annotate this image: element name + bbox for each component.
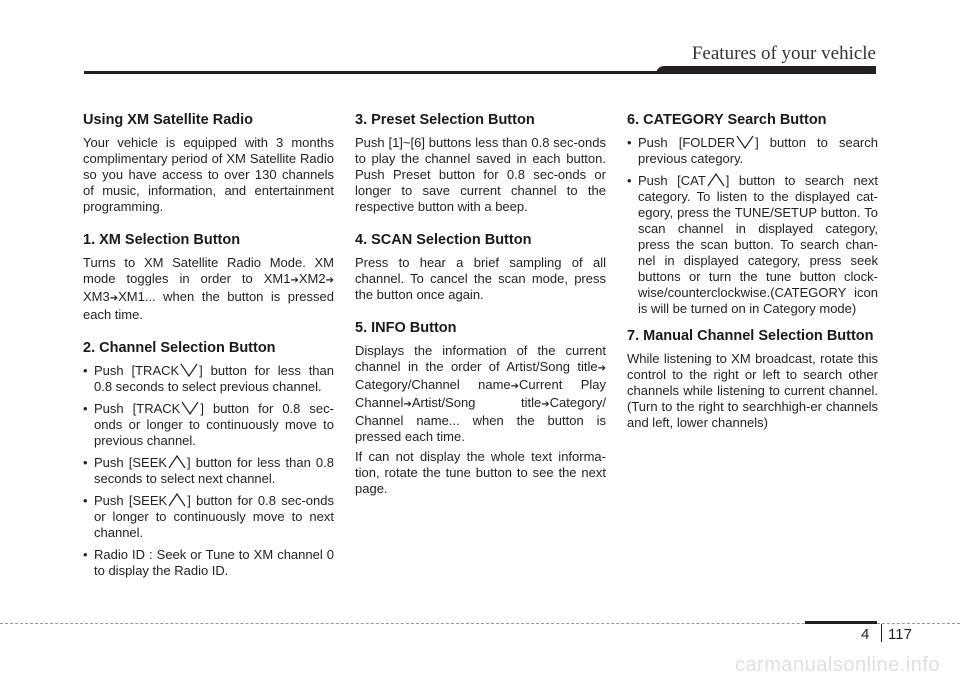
section-title: 2. Channel Selection Button	[83, 340, 276, 356]
chevron-down-icon	[736, 135, 754, 149]
chevron-down-icon	[181, 401, 199, 415]
preset-paragraph: Push [1]~[6] buttons less than 0.8 sec-onds to play the channel saved in each button. Push Preset button for 0.8 sec-onds or longer to save current channel to the respective button with a beep.	[355, 135, 606, 214]
chevron-up-icon	[168, 493, 186, 507]
section-title: 1. XM Selection Button	[83, 232, 241, 248]
list-item: • Push [SEEK ] button for less than 0.8 seconds to select next channel.	[83, 455, 334, 487]
chevron-down-icon	[180, 363, 198, 377]
arrow-right-icon: ➔	[510, 381, 520, 392]
list-item: • Push [TRACK ] button for 0.8 sec-onds or longer to continuously move to previous channel.	[83, 401, 334, 449]
page-header-title: Features of your vehicle	[691, 43, 876, 64]
list-item: • Radio ID : Seek or Tune to XM channel 0 to display the Radio ID.	[83, 547, 334, 579]
info-paragraph-2: If can not display the whole text informa-tion, rotate the tune button to see the next page.	[355, 449, 606, 496]
intro-paragraph: Your vehicle is equipped with 3 months complimentary period of XM Satellite Radio so you have access to over 130 channels of music, information, and entertainment programming.	[83, 135, 334, 214]
arrow-right-icon: ➔	[290, 275, 299, 286]
page-number: 117	[888, 626, 912, 643]
manual-channel-paragraph: While listening to XM broadcast, rotate this control to the right or left to search other channels while listening to current channel. (Turn to the right to searchhigh-er channels and left, lower channels)	[627, 351, 878, 430]
chapter-number: 4	[861, 626, 870, 643]
list-item: • Push [FOLDER ] button to search previous category.	[627, 135, 878, 167]
chevron-up-icon	[707, 173, 725, 187]
footer-tab-bar	[805, 621, 877, 624]
section-title: 4. SCAN Selection Button	[355, 232, 532, 248]
section-title: 3. Preset Selection Button	[355, 112, 535, 128]
arrow-right-icon: ➔	[325, 275, 334, 286]
list-item: • Push [CAT ] button to search next category. To listen to the displayed cat-egory, press the TUNE/SETUP button. To scan channel in displayed category, press the scan button. To search chan-nel in displayed category, press seek buttons or turn the tune button clock-wise/counterclockwise.(CATEGORY icon is will be turned on in Category mode)	[627, 173, 878, 317]
channel-selection-list	[83, 363, 334, 579]
section-title: Using XM Satellite Radio	[83, 112, 253, 128]
arrow-right-icon: ➔	[541, 399, 550, 410]
info-paragraph: Displays the information of the current channel in the order of Artist/Song title➔ Category/Channel name➔Current Play Channel➔Artist/Song title➔Category/ Channel name... when the button is pressed each time.	[355, 343, 606, 444]
section-title: 5. INFO Button	[355, 320, 457, 336]
right-column	[627, 111, 878, 431]
category-search-list	[627, 135, 878, 317]
left-column	[83, 111, 334, 585]
scan-paragraph: Press to hear a brief sampling of all channel. To cancel the scan mode, press the button once again.	[355, 255, 606, 302]
middle-column	[355, 111, 606, 497]
list-item: • Push [SEEK ] button for 0.8 sec-onds or longer to continuously move to next channel.	[83, 493, 334, 541]
section-title: 7. Manual Channel Selection Button	[627, 328, 874, 344]
chevron-up-icon	[168, 455, 186, 469]
section-title: 6. CATEGORY Search Button	[627, 112, 827, 128]
footer-separator	[881, 624, 882, 642]
arrow-right-icon: ➔	[597, 363, 606, 374]
watermark: carmanualsonline.info	[734, 654, 940, 676]
header-rule	[84, 71, 876, 74]
arrow-right-icon: ➔	[403, 399, 412, 410]
arrow-right-icon: ➔	[109, 293, 119, 304]
xm-selection-paragraph: Turns to XM Satellite Radio Mode. XM mode toggles in order to XM1➔XM2➔ XM3➔XM1... when the button is pressed each time.	[83, 255, 334, 322]
list-item: • Push [TRACK ] button for less than 0.8 seconds to select previous channel.	[83, 363, 334, 395]
